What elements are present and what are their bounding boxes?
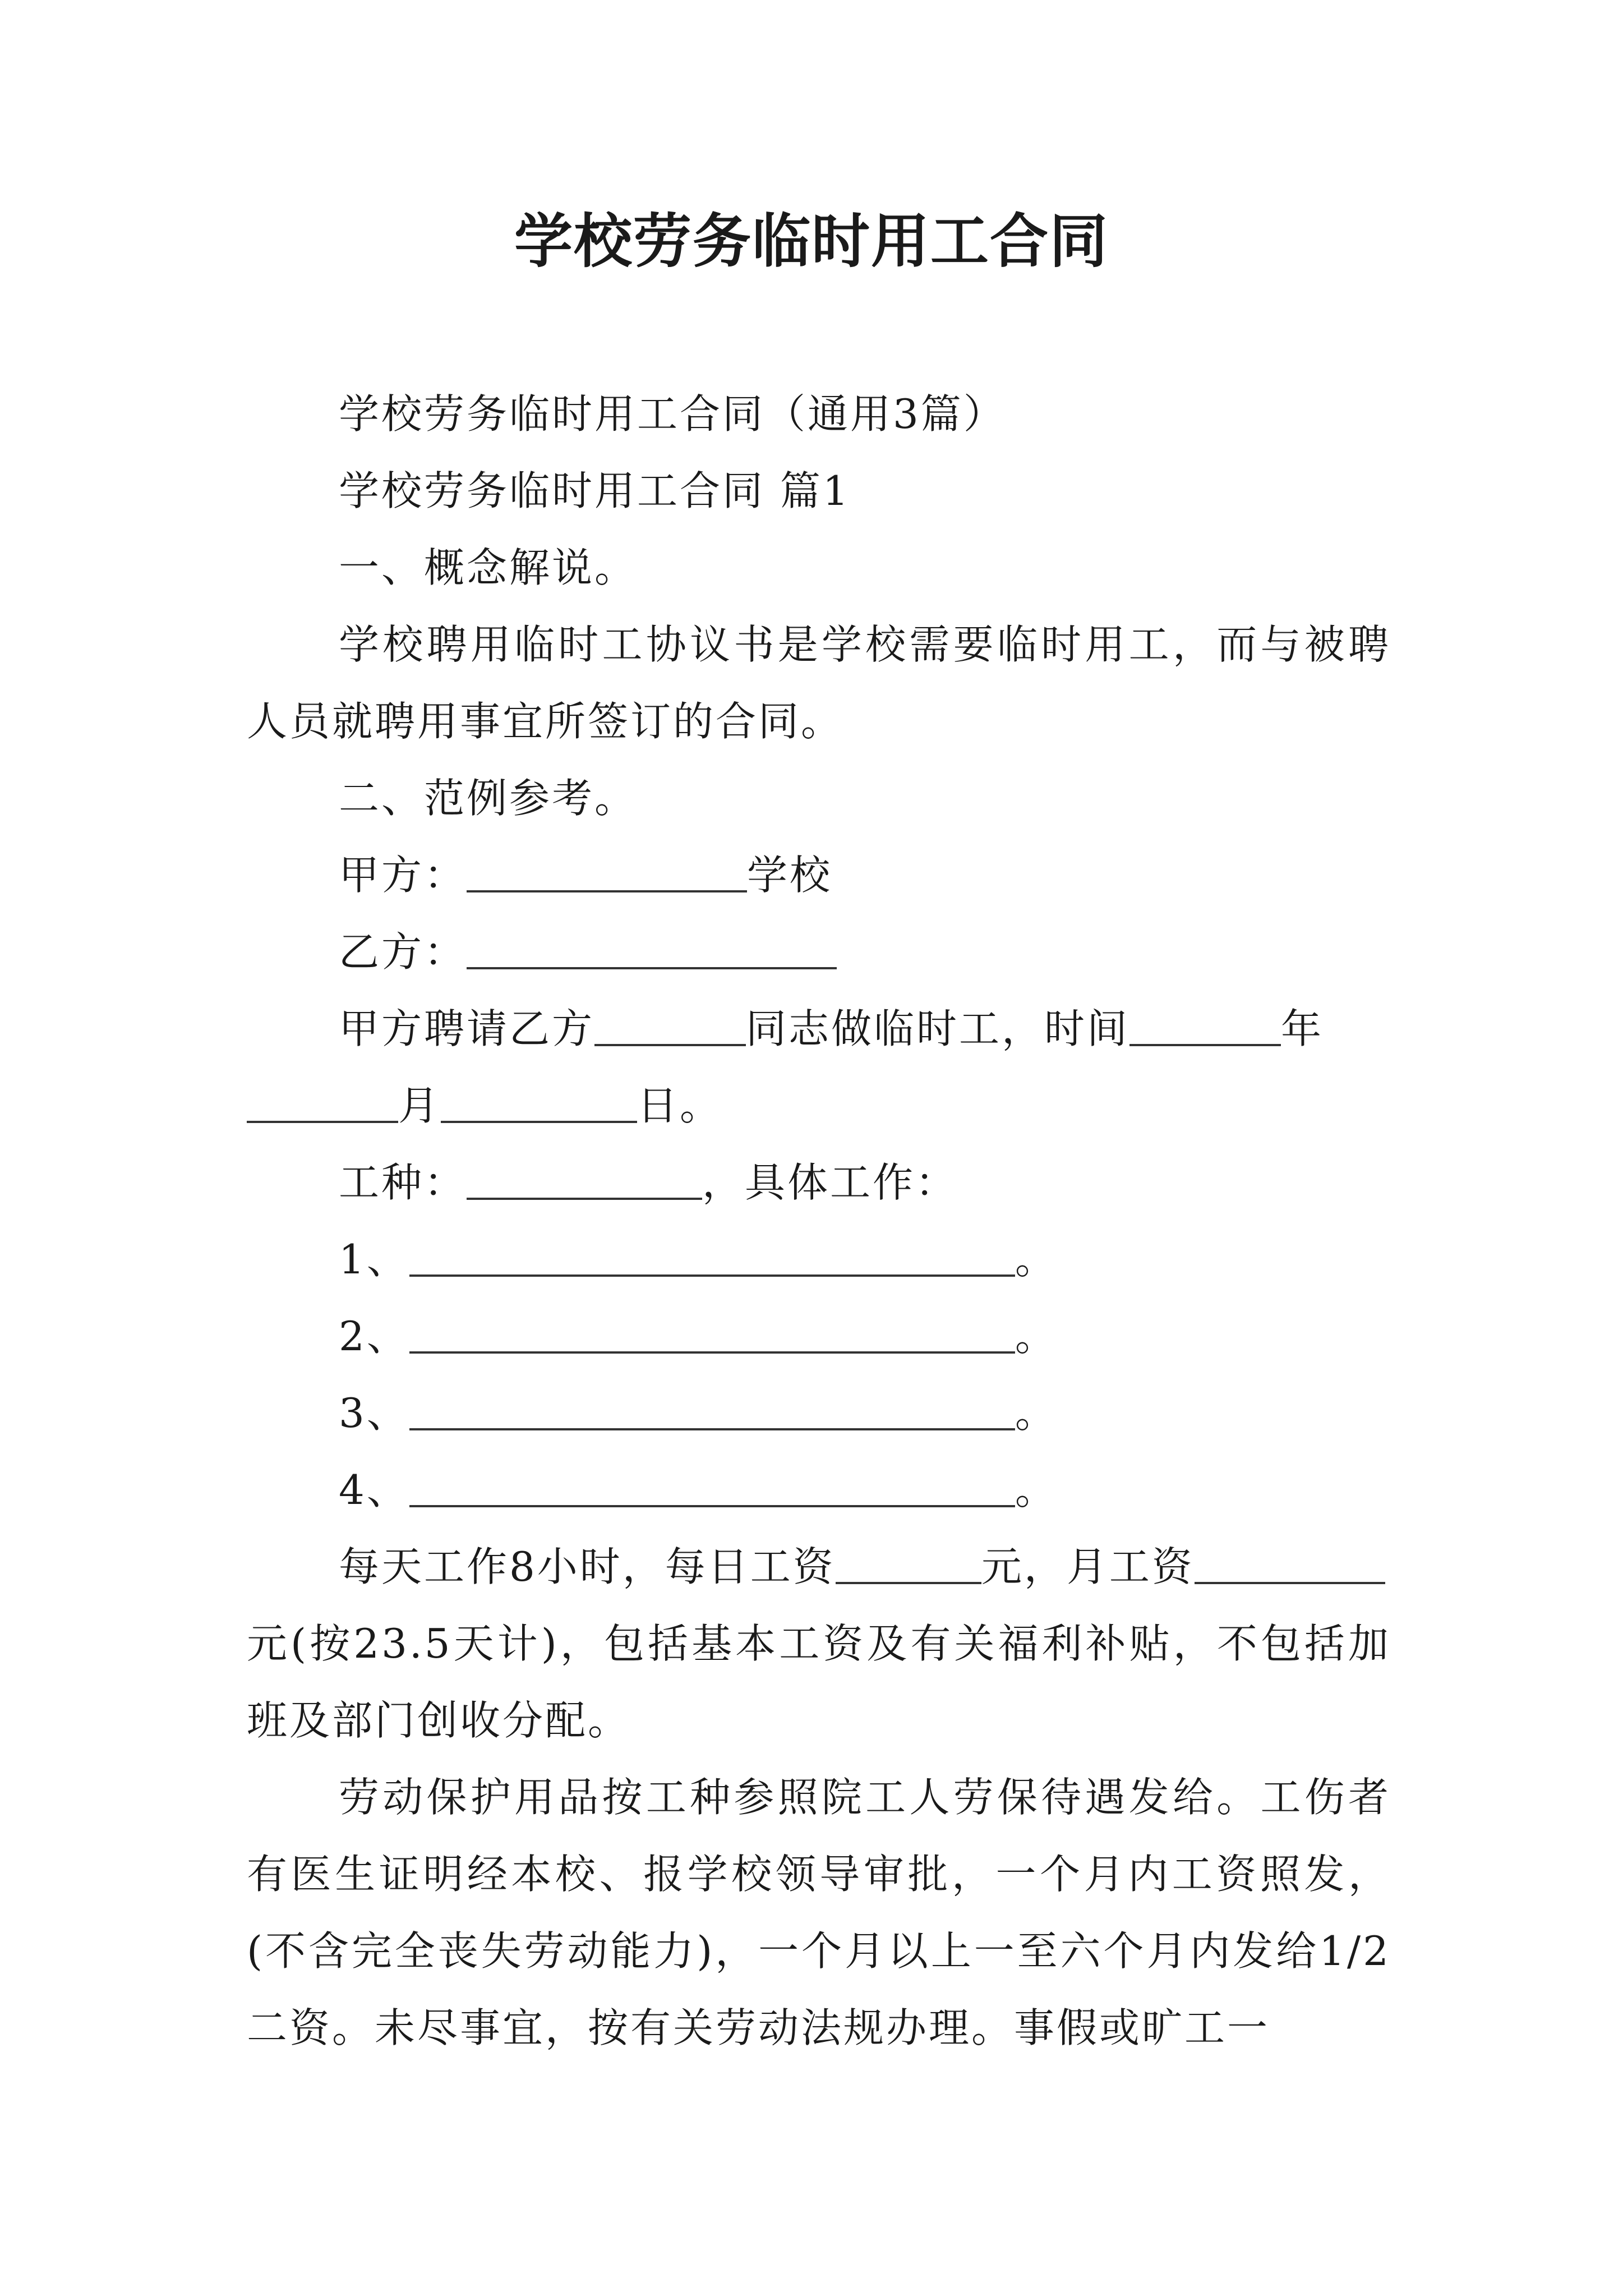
wage-text-3: 元(按23.5天计)，包括基本工资及有关福利补贴，不包括加班及部门创收分配。 <box>247 1620 1391 1744</box>
daily-wage-blank[interactable] <box>836 1548 981 1584</box>
subtitle: 学校劳务临时用工合同（通用3篇） <box>339 390 1006 438</box>
concept-text: 学校聘用临时工协议书是学校需要临时用工，而与被聘人员就聘用事宜所签订的合同。 <box>247 621 1391 745</box>
party-a-label: 甲方： <box>339 852 467 899</box>
work-item-blank[interactable] <box>409 1241 1015 1277</box>
concept-heading: 一、概念解说。 <box>339 544 638 591</box>
party-b-label: 乙方： <box>339 928 467 976</box>
protection-text: 劳动保护用品按工种参照院工人劳保待遇发给。工伤者有医生证明经本校、报学校领导审批，一个月内工资照发，(不含完全丧失劳动能力)，一个月以上一至六个月内发给1/2二资。未尽事宜，按有关劳动法规办理。事假或旷工一 <box>247 1774 1391 2051</box>
wage-text-2: 元，月工资 <box>981 1543 1195 1590</box>
work-type-label: 工种： <box>339 1159 467 1206</box>
work-item-blank[interactable] <box>409 1395 1015 1430</box>
party-a-blank[interactable] <box>467 857 747 892</box>
worker-name-blank[interactable] <box>594 1010 746 1046</box>
hire-text-4: 月 <box>398 1082 441 1129</box>
example-heading: 二、范例参考。 <box>339 775 638 822</box>
work-item-prefix: 4、 <box>339 1466 409 1513</box>
wage-line-1 <box>247 1529 1391 1605</box>
hire-text-5: 日。 <box>637 1082 723 1129</box>
day-blank[interactable] <box>441 1087 637 1123</box>
work-type-line <box>247 1144 1391 1221</box>
work-item-4 <box>247 1452 1391 1529</box>
year-blank[interactable] <box>1129 1010 1281 1046</box>
monthly-wage-blank[interactable] <box>1195 1548 1385 1584</box>
work-item-blank[interactable] <box>409 1471 1015 1507</box>
work-item-3 <box>247 1375 1391 1452</box>
work-item-blank[interactable] <box>409 1318 1015 1354</box>
work-item-suffix: 。 <box>1015 1313 1058 1360</box>
work-item-2 <box>247 1298 1391 1375</box>
party-a-line <box>247 837 1391 914</box>
work-item-prefix: 1、 <box>339 1236 409 1283</box>
document-title: 学校劳务临时用工合同 <box>514 206 1109 275</box>
hire-text-3: 年 <box>1281 1005 1324 1052</box>
party-b-blank[interactable] <box>467 933 837 969</box>
hire-line-1 <box>247 991 1391 1068</box>
wage-text-1: 每天工作8小时，每日工资 <box>339 1543 836 1590</box>
party-b-line <box>247 914 1391 991</box>
work-item-prefix: 3、 <box>339 1389 409 1437</box>
party-a-suffix: 学校 <box>747 852 833 899</box>
work-type-blank[interactable] <box>467 1164 702 1200</box>
work-item-prefix: 2、 <box>339 1313 409 1360</box>
hire-text-1: 甲方聘请乙方 <box>339 1005 595 1052</box>
hire-text-2: 同志做临时工，时间 <box>746 1005 1130 1052</box>
work-item-suffix: 。 <box>1015 1389 1058 1437</box>
month-blank[interactable] <box>247 1087 398 1123</box>
work-item-1 <box>247 1221 1391 1298</box>
hire-line-2 <box>247 1068 1391 1144</box>
document-body <box>247 376 1391 2067</box>
work-type-suffix: ，具体工作： <box>702 1159 958 1206</box>
work-item-suffix: 。 <box>1015 1466 1058 1513</box>
section-heading: 学校劳务临时用工合同 篇1 <box>339 467 851 514</box>
work-item-suffix: 。 <box>1015 1236 1058 1283</box>
